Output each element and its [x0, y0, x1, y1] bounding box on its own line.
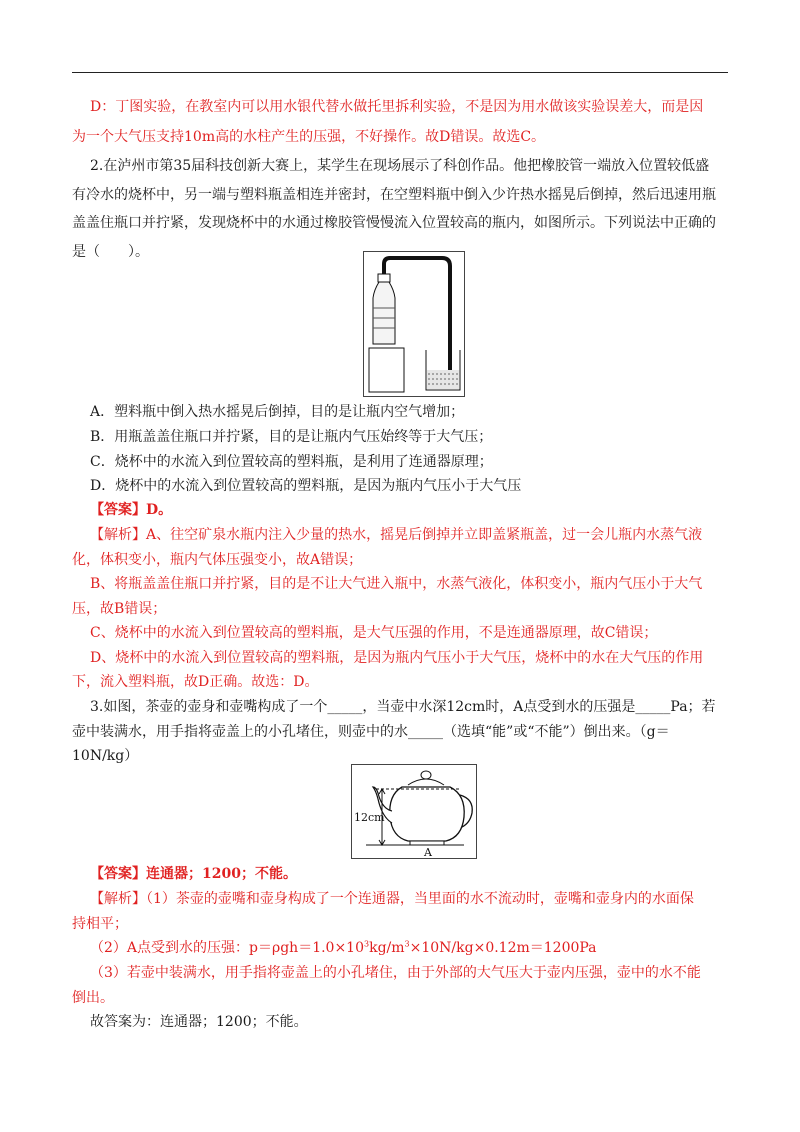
- q3-analysis-2-pre: （2）A点受到水的压强：p＝ρgh＝1.0×10: [90, 940, 364, 956]
- q2-option-d: D．烧杯中的水流入到位置较高的塑料瓶，是因为瓶内气压小于大气压: [90, 478, 522, 494]
- q2-answer: 【答案】D。: [90, 502, 173, 518]
- q2-option-b: B．用瓶盖盖住瓶口并拧紧，目的是让瓶内气压始终等于大气压；: [90, 429, 493, 445]
- q3-analysis-1-line-1: 【解析】（1）茶壶的壶嘴和壶身构成了一个连通器，当里面的水不流动时，壶嘴和壶身内的水面保: [90, 891, 694, 907]
- q3-analysis-2-mid: kg/m: [369, 940, 405, 956]
- q3-stem-line-1: 3.如图，茶壶的壶身和壶嘴构成了一个_____，当壶中水深12cm时，A点受到水的压强是_____Pa；若: [90, 699, 716, 715]
- q2-analysis-line-6: D、烧杯中的水流入到位置较高的塑料瓶，是因为瓶内气压小于大气压，烧杯中的水在大气压的作用: [90, 650, 704, 666]
- q3-analysis-2: [90, 938, 728, 958]
- q3-exp-1: 3: [364, 939, 370, 949]
- q2-analysis-line-4: 压，故B错误；: [72, 601, 167, 617]
- q2-option-a: A．塑料瓶中倒入热水摇晃后倒掉，目的是让瓶内空气增加；: [90, 404, 465, 420]
- q3-stem-line-3: 10N/kg）: [72, 748, 139, 764]
- q3-stem-line-2: 壶中装满水，用手指将壶盖上的小孔堵住，则壶中的水_____（选填“能”或“不能”）倒出来。（g＝: [72, 724, 670, 740]
- prev-d-line-1: D：丁图实验，在教室内可以用水银代替水做托里拆利实验，不是因为用水做该实验误差大，而是因: [90, 99, 704, 115]
- q2-stem-line-3: 盖盖住瓶口并拧紧，发现烧杯中的水通过橡胶管慢慢流入位置较高的瓶内，如图所示。下列说法中正确的: [72, 215, 716, 231]
- q3-analysis-1-line-2: 持相平；: [72, 916, 128, 932]
- q2-option-c: C．烧杯中的水流入到位置较高的塑料瓶，是利用了连通器原理；: [90, 454, 493, 470]
- bottle-beaker-figure: [363, 251, 465, 397]
- q2-analysis-line-1: 【解析】A、往空矿泉水瓶内注入少量的热水，摇晃后倒掉并立即盖紧瓶盖，过一会儿瓶内水蒸气液: [90, 527, 703, 543]
- q2-stem-line-2: 有冷水的烧杯中，另一端与塑料瓶盖相连并密封，在空塑料瓶中倒入少许热水摇晃后倒掉，然后迅速用瓶: [72, 187, 716, 203]
- q3-exp-2: 3: [404, 939, 410, 949]
- q2-analysis-line-7: 下，流入塑料瓶，故D正确。故选：D。: [72, 674, 319, 690]
- q3-final-answer: 故答案为：连通器；1200；不能。: [90, 1014, 308, 1030]
- q2-stem-line-1: 2.在泸州市第35届科技创新大赛上，某学生在现场展示了科创作品。他把橡胶管一端放入位置较低盛: [90, 158, 710, 174]
- teapot-figure: [351, 764, 477, 859]
- q3-analysis-3-line-1: （3）若壶中装满水，用手指将壶盖上的小孔堵住，由于外部的大气压大于壶内压强，壶中的水不能: [90, 965, 701, 981]
- q2-stem-line-4: 是（ ）。: [72, 244, 149, 260]
- q3-analysis-3-line-2: 倒出。: [72, 990, 114, 1006]
- q2-analysis-line-3: B、将瓶盖盖住瓶口并拧紧，目的是不让大气进入瓶中，水蒸气液化，体积变小，瓶内气压小于大气: [90, 576, 703, 592]
- q2-analysis-line-5: C、烧杯中的水流入到位置较高的塑料瓶，是大气压强的作用，不是连通器原理，故C错误；: [90, 625, 658, 641]
- height-label: 12cm: [354, 811, 385, 824]
- q3-analysis-2-post: ×10N/kg×0.12m＝1200Pa: [409, 940, 597, 956]
- q2-analysis-line-2: 化，体积变小，瓶内气体压强变小，故A错误；: [72, 552, 363, 568]
- point-a-label: A: [424, 846, 432, 858]
- header-rule: [72, 72, 728, 73]
- q3-answer: 【答案】连通器；1200；不能。: [90, 866, 297, 882]
- prev-d-line-2: 为一个大气压支持10m高的水柱产生的压强，不好操作。故D错误。故选C。: [72, 129, 546, 145]
